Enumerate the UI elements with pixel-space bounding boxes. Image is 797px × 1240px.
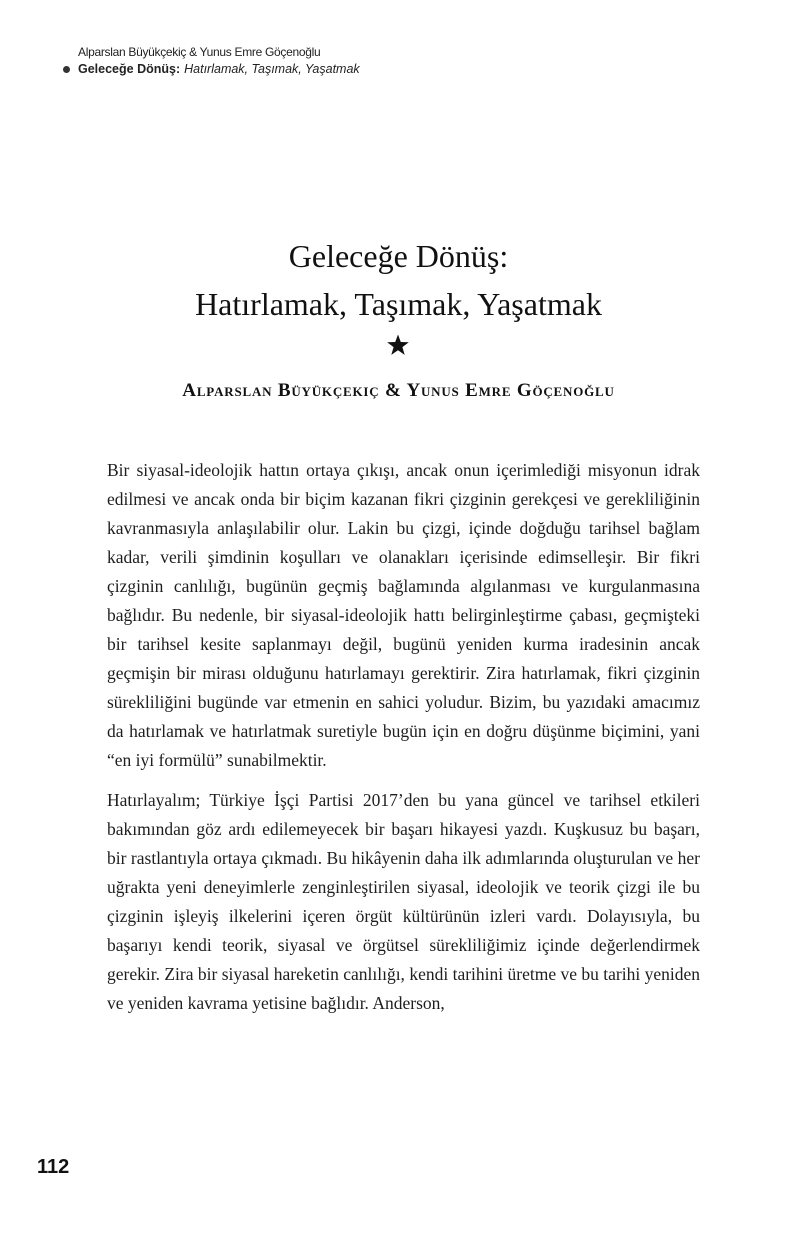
article-title	[0, 232, 797, 328]
body-paragraph: Hatırlayalım; Türkiye İşçi Partisi 2017’den bu yana güncel ve tarihsel etkileri bakımından göz ardı edilemeyecek bir başarı hikayesi yazdı. Kuşkusuz bu başarı, bir rastlantıyla ortaya çıkmadı. Bu hikâyenin daha ilk adımlarında oluşturulan ve her uğrakta yeni deneyimlerle zenginleştirilen siyasal, ideolojik ve teorik çizgi ile bu çizginin işleyiş ilkelerini içeren örgüt kültürünün izleri vardı. Dolayısıyla, bu başarıyı kendi teorik, siyasal ve örgütsel sürekliliğimiz içinde değerlendirmek gerekir. Zira bir siyasal hareketin canlılığı, kendi tarihini üretme ve bu tarihi yeniden ve yeniden kavrama yetisine bağlıdır. Anderson,	[107, 790, 700, 1013]
running-head-title	[63, 60, 360, 78]
running-head-authors: Alparslan Büyükçekiç & Yunus Emre Göçenoğlu	[78, 45, 321, 59]
article-title-line1: Geleceğe Dönüş:	[288, 238, 509, 274]
star-icon	[386, 334, 410, 356]
article-byline: Alparslan Büyükçekiç & Yunus Emre Göçenoğlu	[182, 380, 615, 401]
article-body	[107, 456, 700, 1029]
running-head-title-sub: Hatırlamak, Taşımak, Yaşatmak	[184, 62, 360, 76]
article-title-line2: Hatırlamak, Taşımak, Yaşatmak	[195, 286, 602, 322]
bullet-dot-icon	[63, 66, 70, 73]
body-paragraph: Bir siyasal-ideolojik hattın ortaya çıkışı, ancak onun içerimlediği misyonun idrak edilmesi ve ancak onda bir biçim kazanan fikri çizginin gerekçesi ve gerekliliğinin kavranmasıyla anlaşılabilir olur. Lakin bu çizgi, içinde doğduğu tarihsel bağlam kadar, verili şimdinin koşulları ve olanakları içerisinde edimselleşir. Bir fikri çizginin canlılığı, bugünün geçmiş bağlamında algılanması ve kurgulanmasına bağlıdır. Bu nedenle, bir siyasal-ideolojik hattı belirginleştirme çabası, geçmişteki bir tarihsel kesite saplanmayı değil, bugünü yeniden kurma iradesinin ancak geçmişin bir mirası olduğunu hatırlamayı gerektirir. Zira hatırlamak, fikri çizginin sürekliliğini bugünde var etmenin en sahici yoludur. Bizim, bu yazıdaki amacımız da hatırlamak ve hatırlatmak suretiyle bugün için en doğru düşünme biçimini, yani “en iyi formülü” sunabilmektir.	[107, 460, 700, 770]
page-number: 112	[37, 1156, 70, 1178]
running-head-title-main: Geleceğe Dönüş:	[78, 62, 181, 76]
running-head	[63, 44, 360, 78]
